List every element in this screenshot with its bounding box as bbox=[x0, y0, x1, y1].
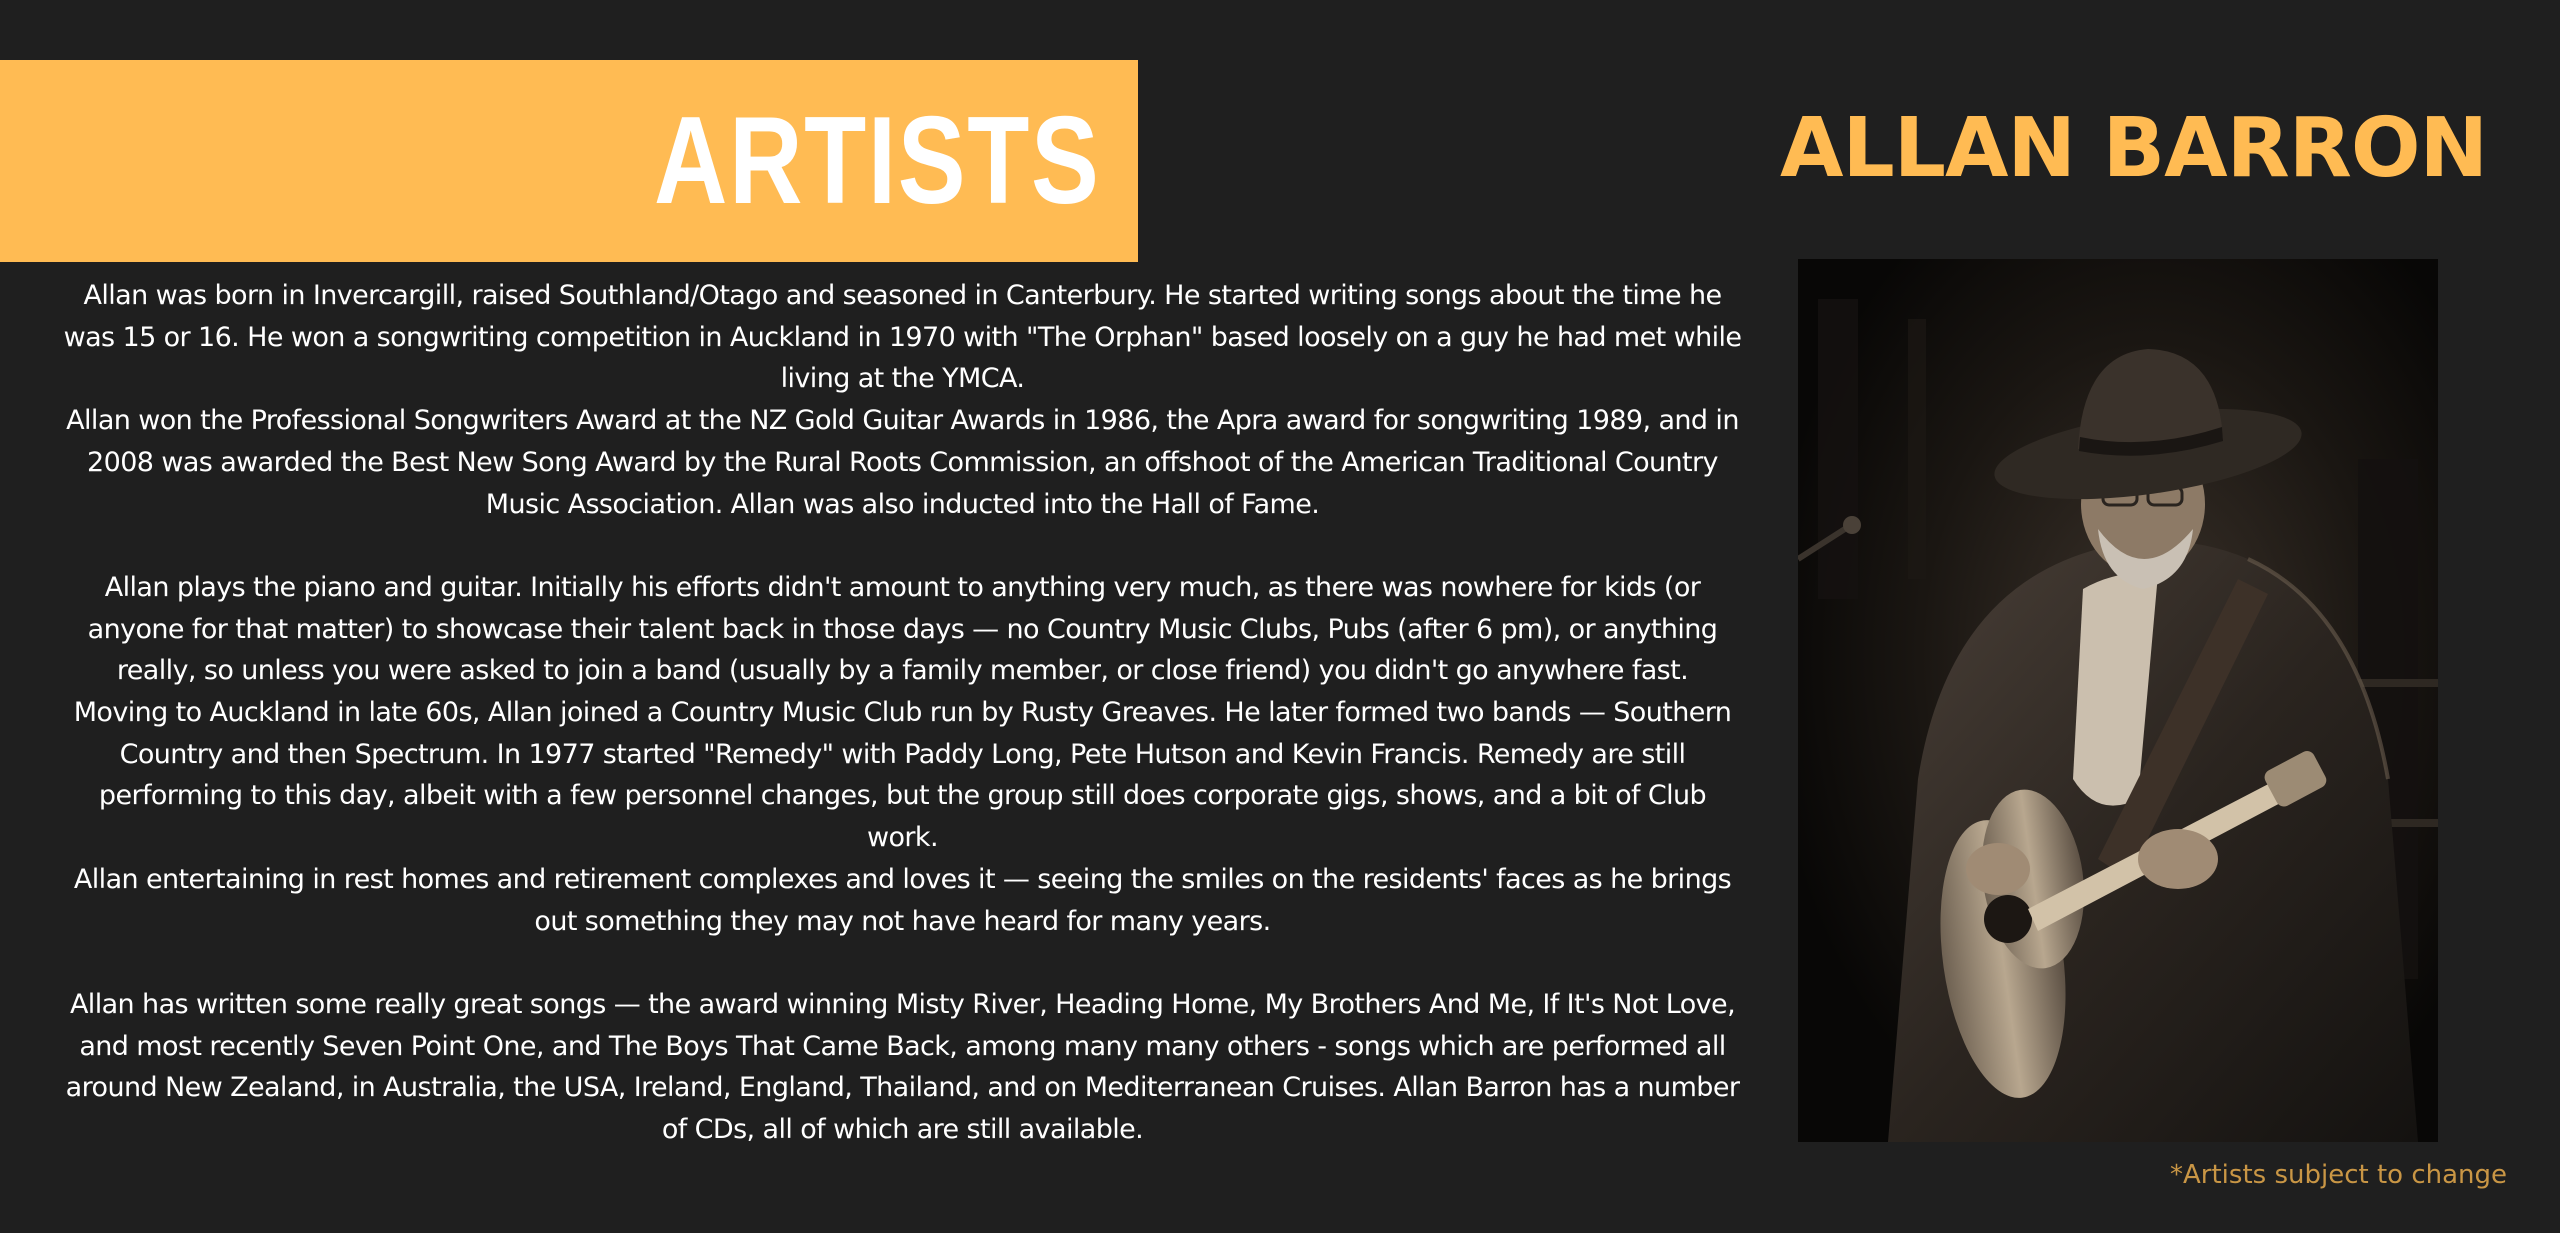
bio-paragraph: Allan has written some really great songs — the award winning Misty River, Heading Home, My Brothers And Me, If It's Not Love, and most recently Seven Point One, and The Boys That Came Back, among many many others - songs which are performed all around New Zealand, in Australia, the USA, Ireland, England, Thailand, and on Mediterranean Cruises. Allan Barron has a number of CDs, all of which are still available. bbox=[65, 988, 1740, 1146]
paragraph-gap bbox=[60, 525, 1745, 567]
paragraph-gap bbox=[60, 942, 1745, 984]
section-title: ARTISTS bbox=[653, 92, 1100, 230]
bio-paragraph: Allan plays the piano and guitar. Initially his efforts didn't amount to anything very much, as there was nowhere for kids (or anyone for that matter) to showcase their talent back in those days — no Country Music Clubs, Pubs (after 6 pm), or anything really, so unless you were asked to join a band (usually by a family member, or close friend) you didn't go anywhere fast. bbox=[87, 571, 1718, 687]
bio-paragraph: Allan was born in Invercargill, raised Southland/Otago and seasoned in Canterbury. He started writing songs about the time he was 15 or 16. He won a songwriting competition in Auckland in 1970 with "The Orphan" based loosely on a guy he had met while living at the YMCA. bbox=[63, 280, 1742, 395]
artist-photo-illustration bbox=[1798, 259, 2438, 1142]
bio-paragraph: Moving to Auckland in late 60s, Allan joined a Country Music Club run by Rusty Greaves. He later formed two bands — Southern Country and then Spectrum. In 1977 started "Remedy" with Paddy Long, Pete Hutson and Kevin Francis. Remedy are still performing to this day, albeit with a few personnel changes, but the group still does corporate gigs, shows, and a bit of Club work. bbox=[73, 697, 1732, 854]
section-banner bbox=[0, 60, 1138, 262]
artist-name: ALLAN BARRON bbox=[1780, 101, 2488, 196]
bio-paragraph: Allan won the Professional Songwriters Award at the NZ Gold Guitar Awards in 1986, the Apra award for songwriting 1989, and in 2008 was awarded the Best New Song Award by the Rural Roots Commission, an offshoot of the American Traditional Country Music Association. Allan was also inducted into the Hall of Fame. bbox=[66, 405, 1739, 520]
bio-paragraph: Allan entertaining in rest homes and retirement complexes and loves it — seeing the smiles on the residents' faces as he brings out something they may not have heard for many years. bbox=[73, 863, 1732, 937]
artist-photo bbox=[1798, 259, 2438, 1142]
disclaimer-note: *Artists subject to change bbox=[2170, 1160, 2507, 1190]
artist-bio bbox=[60, 275, 1745, 1151]
